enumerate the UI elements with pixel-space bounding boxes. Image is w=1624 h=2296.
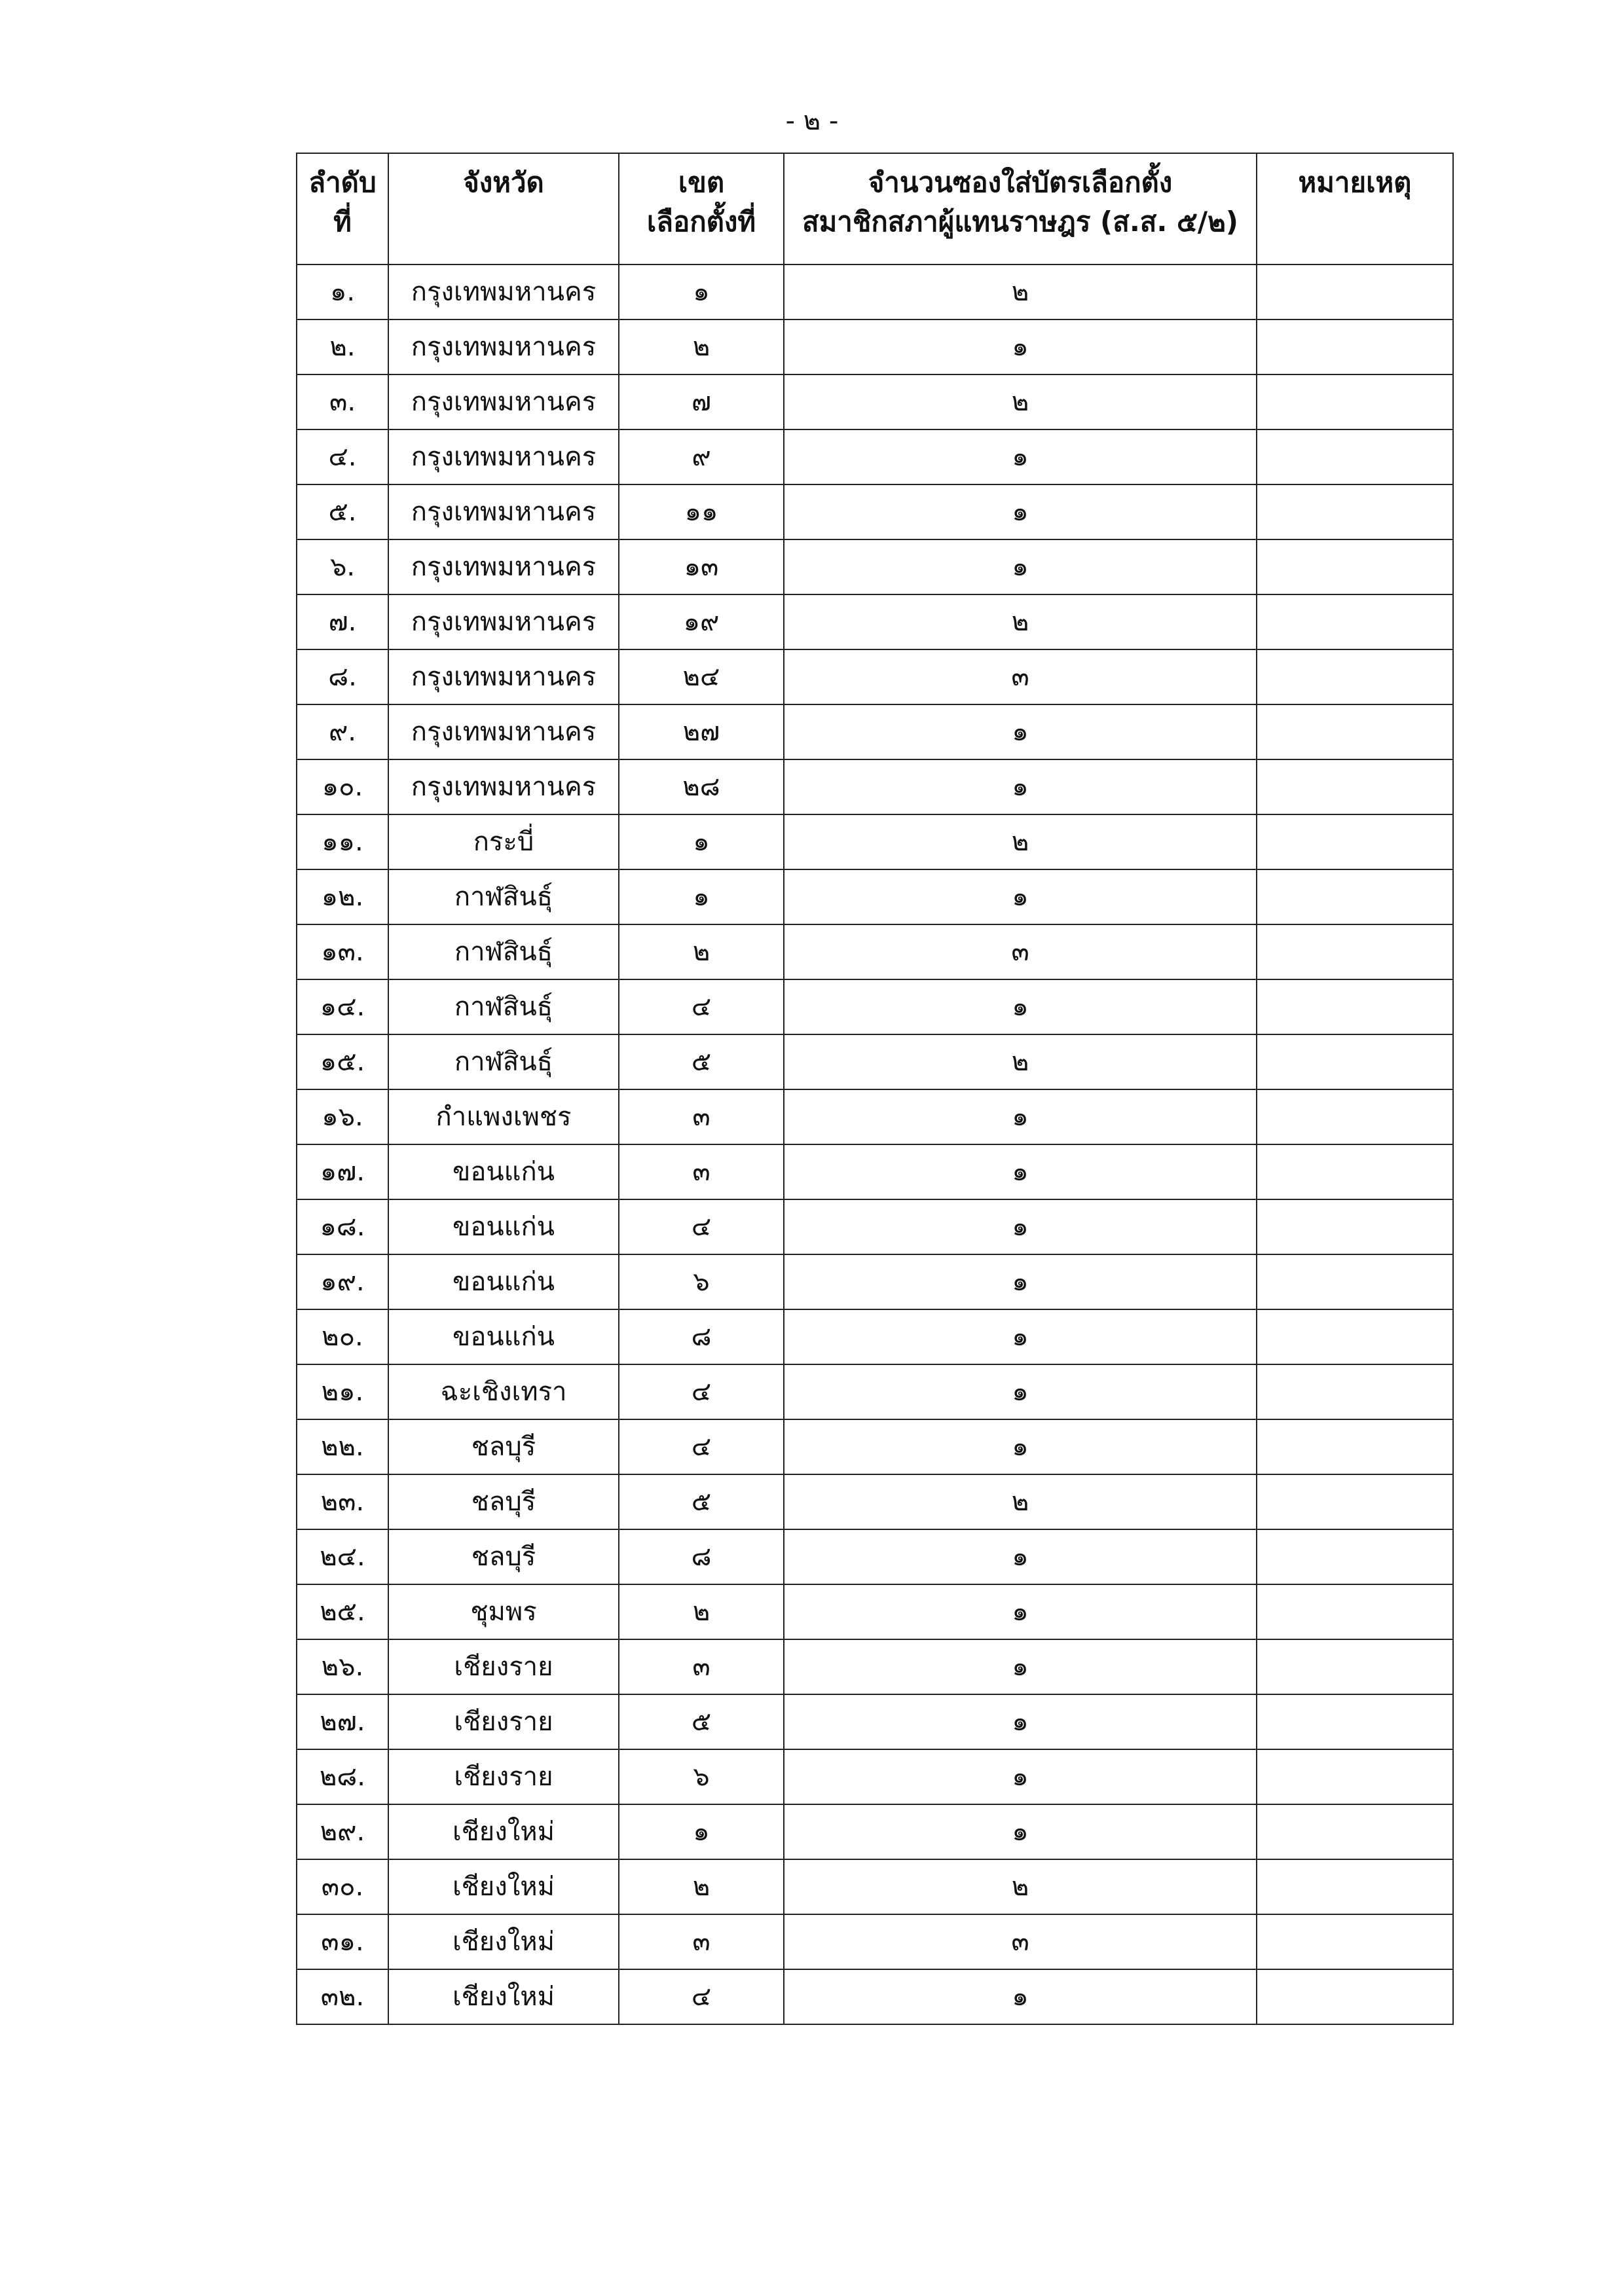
- envelope-count-table: [296, 153, 1454, 2025]
- table-row: [297, 1309, 1453, 1364]
- cell-district: ๓: [619, 1639, 784, 1694]
- cell-seq: ๒๑.: [297, 1364, 388, 1419]
- cell-seq: ๒๐.: [297, 1309, 388, 1364]
- table-row: [297, 1639, 1453, 1694]
- header-district-line-2: เลือกตั้งที่: [646, 206, 756, 238]
- cell-seq: ๒๓.: [297, 1474, 388, 1529]
- table-header-row: [297, 153, 1453, 264]
- cell-envelope-count: ๑: [784, 1309, 1257, 1364]
- cell-district: ๘: [619, 1529, 784, 1584]
- table-row: [297, 924, 1453, 979]
- cell-district: ๙: [619, 429, 784, 484]
- cell-envelope-count: ๒: [784, 374, 1257, 429]
- table-row: [297, 1199, 1453, 1254]
- cell-seq: ๒๗.: [297, 1694, 388, 1749]
- cell-province: ชลบุรี: [388, 1474, 619, 1529]
- cell-district: ๒: [619, 924, 784, 979]
- cell-remark: [1257, 1914, 1453, 1969]
- cell-province: เชียงราย: [388, 1749, 619, 1804]
- cell-district: ๒: [619, 1584, 784, 1639]
- cell-province: ชุมพร: [388, 1584, 619, 1639]
- cell-seq: ๒๘.: [297, 1749, 388, 1804]
- cell-envelope-count: ๑: [784, 704, 1257, 759]
- cell-district: ๒๘: [619, 759, 784, 814]
- cell-district: ๒๗: [619, 704, 784, 759]
- cell-province: กรุงเทพมหานคร: [388, 704, 619, 759]
- cell-remark: [1257, 1969, 1453, 2024]
- cell-remark: [1257, 539, 1453, 594]
- cell-seq: ๒๙.: [297, 1804, 388, 1859]
- cell-province: เชียงใหม่: [388, 1859, 619, 1914]
- cell-district: ๕: [619, 1034, 784, 1089]
- table-row: [297, 1749, 1453, 1804]
- cell-seq: ๑๓.: [297, 924, 388, 979]
- cell-remark: [1257, 1254, 1453, 1309]
- cell-remark: [1257, 594, 1453, 649]
- cell-seq: ๔.: [297, 429, 388, 484]
- cell-remark: [1257, 1419, 1453, 1474]
- cell-seq: ๗.: [297, 594, 388, 649]
- page-number: - ๒ -: [785, 106, 839, 136]
- cell-envelope-count: ๑: [784, 319, 1257, 374]
- header-district-line-1: เขต: [678, 166, 725, 198]
- cell-remark: [1257, 814, 1453, 869]
- table-row: [297, 1089, 1453, 1144]
- cell-province: กรุงเทพมหานคร: [388, 374, 619, 429]
- cell-province: ขอนแก่น: [388, 1309, 619, 1364]
- cell-district: ๓: [619, 1914, 784, 1969]
- cell-province: กาฬสินธุ์: [388, 869, 619, 924]
- cell-envelope-count: ๑: [784, 1749, 1257, 1804]
- cell-seq: ๑๙.: [297, 1254, 388, 1309]
- cell-remark: [1257, 1584, 1453, 1639]
- cell-province: กรุงเทพมหานคร: [388, 319, 619, 374]
- cell-province: กาฬสินธุ์: [388, 1034, 619, 1089]
- cell-province: เชียงใหม่: [388, 1804, 619, 1859]
- cell-envelope-count: ๒: [784, 1474, 1257, 1529]
- cell-seq: ๑๑.: [297, 814, 388, 869]
- header-province-line-1: จังหวัด: [463, 166, 544, 198]
- cell-province: ชลบุรี: [388, 1419, 619, 1474]
- cell-province: กรุงเทพมหานคร: [388, 649, 619, 704]
- header-remarks-line-1: หมายเหตุ: [1298, 166, 1412, 198]
- table-row: [297, 484, 1453, 539]
- cell-remark: [1257, 1199, 1453, 1254]
- cell-seq: ๙.: [297, 704, 388, 759]
- table-row: [297, 1694, 1453, 1749]
- cell-seq: ๑๕.: [297, 1034, 388, 1089]
- cell-envelope-count: ๓: [784, 649, 1257, 704]
- cell-remark: [1257, 1859, 1453, 1914]
- cell-seq: ๓๒.: [297, 1969, 388, 2024]
- table-row: [297, 539, 1453, 594]
- cell-envelope-count: ๑: [784, 1089, 1257, 1144]
- header-envelopes-line-2: สมาชิกสภาผู้แทนราษฎร (ส.ส. ๕/๒): [802, 206, 1239, 238]
- cell-envelope-count: ๑: [784, 1804, 1257, 1859]
- cell-province: เชียงใหม่: [388, 1914, 619, 1969]
- cell-remark: [1257, 374, 1453, 429]
- cell-remark: [1257, 1144, 1453, 1199]
- cell-seq: ๑๗.: [297, 1144, 388, 1199]
- table-body: [297, 264, 1453, 2024]
- table-row: [297, 704, 1453, 759]
- table-row: [297, 1419, 1453, 1474]
- cell-province: กำแพงเพชร: [388, 1089, 619, 1144]
- table-row: [297, 594, 1453, 649]
- cell-envelope-count: ๑: [784, 1364, 1257, 1419]
- table-row: [297, 1584, 1453, 1639]
- cell-province: เชียงราย: [388, 1639, 619, 1694]
- cell-remark: [1257, 319, 1453, 374]
- cell-district: ๒: [619, 319, 784, 374]
- cell-district: ๑๙: [619, 594, 784, 649]
- cell-envelope-count: ๒: [784, 264, 1257, 319]
- cell-district: ๑๑: [619, 484, 784, 539]
- header-envelopes-line-1: จำนวนซองใส่บัตรเลือกตั้ง: [868, 166, 1173, 198]
- cell-remark: [1257, 484, 1453, 539]
- cell-envelope-count: ๑: [784, 1969, 1257, 2024]
- cell-district: ๑: [619, 1804, 784, 1859]
- cell-seq: ๓.: [297, 374, 388, 429]
- cell-remark: [1257, 704, 1453, 759]
- cell-province: กรุงเทพมหานคร: [388, 594, 619, 649]
- cell-remark: [1257, 869, 1453, 924]
- table-row: [297, 1969, 1453, 2024]
- cell-district: ๓: [619, 1089, 784, 1144]
- cell-envelope-count: ๑: [784, 1419, 1257, 1474]
- cell-district: ๕: [619, 1694, 784, 1749]
- cell-district: ๒: [619, 1859, 784, 1914]
- cell-district: ๔: [619, 1199, 784, 1254]
- cell-seq: ๑๐.: [297, 759, 388, 814]
- cell-envelope-count: ๑: [784, 539, 1257, 594]
- header-seq-line-2: ที่: [333, 206, 352, 238]
- cell-envelope-count: ๑: [784, 1144, 1257, 1199]
- cell-envelope-count: ๒: [784, 814, 1257, 869]
- cell-seq: ๒๖.: [297, 1639, 388, 1694]
- cell-district: ๔: [619, 1364, 784, 1419]
- cell-seq: ๒๔.: [297, 1529, 388, 1584]
- cell-province: กรุงเทพมหานคร: [388, 484, 619, 539]
- cell-district: ๑: [619, 814, 784, 869]
- cell-district: ๔: [619, 1969, 784, 2024]
- table-row: [297, 1144, 1453, 1199]
- cell-envelope-count: ๓: [784, 924, 1257, 979]
- table-row: [297, 814, 1453, 869]
- cell-remark: [1257, 1694, 1453, 1749]
- table-row: [297, 1254, 1453, 1309]
- table-row: [297, 1474, 1453, 1529]
- cell-district: ๖: [619, 1749, 784, 1804]
- cell-envelope-count: ๑: [784, 429, 1257, 484]
- cell-seq: ๑๒.: [297, 869, 388, 924]
- header-seq-line-1: ลำดับ: [308, 166, 377, 198]
- table-row: [297, 264, 1453, 319]
- cell-province: กรุงเทพมหานคร: [388, 539, 619, 594]
- cell-district: ๖: [619, 1254, 784, 1309]
- cell-seq: ๑.: [297, 264, 388, 319]
- cell-district: ๗: [619, 374, 784, 429]
- cell-province: กาฬสินธุ์: [388, 924, 619, 979]
- cell-remark: [1257, 1309, 1453, 1364]
- cell-remark: [1257, 1804, 1453, 1859]
- table-row: [297, 374, 1453, 429]
- cell-remark: [1257, 1639, 1453, 1694]
- cell-remark: [1257, 979, 1453, 1034]
- table-row: [297, 979, 1453, 1034]
- cell-remark: [1257, 649, 1453, 704]
- cell-envelope-count: ๒: [784, 1034, 1257, 1089]
- cell-province: ขอนแก่น: [388, 1199, 619, 1254]
- cell-province: ชลบุรี: [388, 1529, 619, 1584]
- cell-envelope-count: ๒: [784, 1859, 1257, 1914]
- cell-envelope-count: ๑: [784, 1529, 1257, 1584]
- cell-envelope-count: ๑: [784, 1199, 1257, 1254]
- cell-envelope-count: ๑: [784, 759, 1257, 814]
- header-remarks: [1257, 153, 1453, 264]
- cell-remark: [1257, 924, 1453, 979]
- cell-province: ขอนแก่น: [388, 1254, 619, 1309]
- cell-envelope-count: ๑: [784, 484, 1257, 539]
- cell-district: ๘: [619, 1309, 784, 1364]
- table-row: [297, 319, 1453, 374]
- cell-district: ๒๔: [619, 649, 784, 704]
- cell-seq: ๖.: [297, 539, 388, 594]
- cell-province: กาฬสินธุ์: [388, 979, 619, 1034]
- cell-province: กระบี่: [388, 814, 619, 869]
- cell-seq: ๓๑.: [297, 1914, 388, 1969]
- cell-province: กรุงเทพมหานคร: [388, 429, 619, 484]
- cell-district: ๑: [619, 264, 784, 319]
- table-row: [297, 759, 1453, 814]
- cell-district: ๓: [619, 1144, 784, 1199]
- header-district: [619, 153, 784, 264]
- cell-remark: [1257, 1749, 1453, 1804]
- cell-district: ๔: [619, 979, 784, 1034]
- cell-remark: [1257, 1089, 1453, 1144]
- table-row: [297, 1914, 1453, 1969]
- cell-envelope-count: ๑: [784, 1254, 1257, 1309]
- cell-envelope-count: ๑: [784, 869, 1257, 924]
- cell-seq: ๑๔.: [297, 979, 388, 1034]
- cell-envelope-count: ๑: [784, 1584, 1257, 1639]
- cell-envelope-count: ๑: [784, 1639, 1257, 1694]
- table-row: [297, 1859, 1453, 1914]
- cell-district: ๔: [619, 1419, 784, 1474]
- cell-seq: ๕.: [297, 484, 388, 539]
- cell-province: กรุงเทพมหานคร: [388, 264, 619, 319]
- cell-seq: ๓๐.: [297, 1859, 388, 1914]
- cell-seq: ๒๕.: [297, 1584, 388, 1639]
- cell-remark: [1257, 1364, 1453, 1419]
- table-row: [297, 1529, 1453, 1584]
- cell-remark: [1257, 1034, 1453, 1089]
- cell-seq: ๒.: [297, 319, 388, 374]
- table-row: [297, 1804, 1453, 1859]
- cell-district: ๑๓: [619, 539, 784, 594]
- table-row: [297, 429, 1453, 484]
- cell-seq: ๑๘.: [297, 1199, 388, 1254]
- cell-envelope-count: ๓: [784, 1914, 1257, 1969]
- cell-seq: ๒๒.: [297, 1419, 388, 1474]
- cell-province: กรุงเทพมหานคร: [388, 759, 619, 814]
- cell-province: เชียงราย: [388, 1694, 619, 1749]
- cell-province: ขอนแก่น: [388, 1144, 619, 1199]
- cell-seq: ๘.: [297, 649, 388, 704]
- header-province: [388, 153, 619, 264]
- cell-province: ฉะเชิงเทรา: [388, 1364, 619, 1419]
- cell-province: เชียงใหม่: [388, 1969, 619, 2024]
- cell-envelope-count: ๑: [784, 979, 1257, 1034]
- header-seq: [297, 153, 388, 264]
- cell-envelope-count: ๒: [784, 594, 1257, 649]
- cell-seq: ๑๖.: [297, 1089, 388, 1144]
- cell-envelope-count: ๑: [784, 1694, 1257, 1749]
- cell-district: ๑: [619, 869, 784, 924]
- table-row: [297, 1034, 1453, 1089]
- cell-remark: [1257, 759, 1453, 814]
- cell-remark: [1257, 429, 1453, 484]
- table-row: [297, 1364, 1453, 1419]
- table-row: [297, 869, 1453, 924]
- cell-remark: [1257, 1474, 1453, 1529]
- table-row: [297, 649, 1453, 704]
- cell-remark: [1257, 264, 1453, 319]
- header-envelopes: [784, 153, 1257, 264]
- cell-remark: [1257, 1529, 1453, 1584]
- cell-district: ๕: [619, 1474, 784, 1529]
